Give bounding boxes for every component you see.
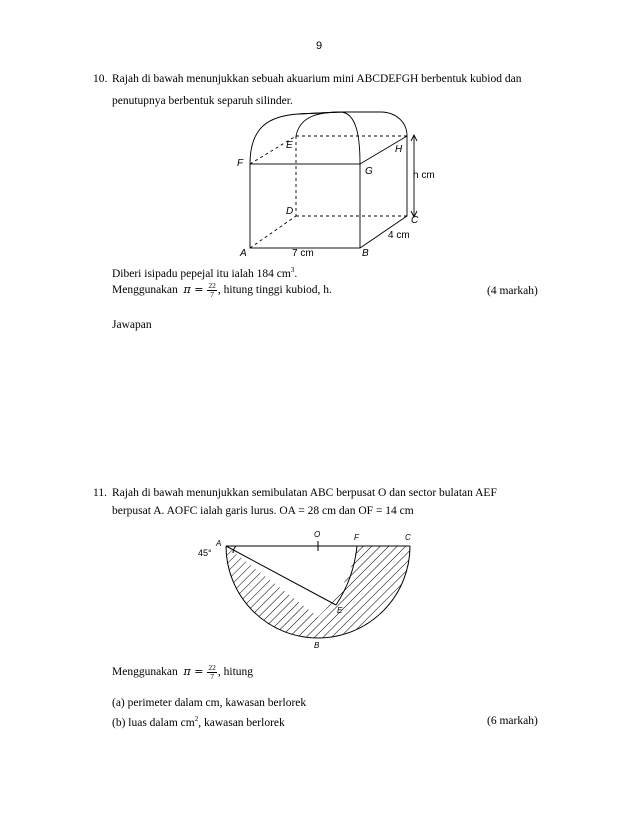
- label-B: B: [362, 248, 369, 259]
- label-D: D: [286, 206, 294, 217]
- label-H: H: [395, 144, 403, 155]
- front-face: [250, 164, 360, 248]
- q11-part-b: (b) luas dalam $cm^2$, kawasan berlorek: [112, 715, 285, 729]
- label-A: A: [216, 539, 222, 548]
- label-C: C: [411, 215, 419, 226]
- q10-marks: (4 markah): [487, 285, 538, 297]
- q10-use-pi: Menggunakan π = $\frac{22}{7}$ , hitung tinggi kubiod, h.: [112, 281, 332, 299]
- q10-number: 10.: [93, 73, 108, 85]
- page-number: 9: [315, 40, 323, 52]
- q11-marks: (6 markah): [487, 715, 538, 727]
- height-label: h cm: [413, 170, 435, 181]
- q11-text-line2: berpusat A. AOFC ialah garis lurus. OA = 28 cm dan OF = 14 cm: [112, 505, 414, 517]
- label-B: B: [314, 641, 320, 650]
- label-A: A: [240, 248, 247, 259]
- q11-part-a: (a) perimeter dalam cm, kawasan berlorek: [112, 697, 307, 709]
- q10-text-line2: penutupnya berbentuk separuh silinder.: [112, 95, 293, 107]
- q10-text-line1: Rajah di bawah menunjukkan sebuah akuarium mini ABCDEFGH berbentuk kubiod dan: [112, 73, 522, 85]
- q11-use-pi: Menggunakan π = $\frac{22}{7}$ , hitung: [112, 663, 254, 681]
- label-F: F: [354, 533, 359, 542]
- semicircle-figure: [190, 524, 420, 654]
- front-cap: [250, 112, 360, 164]
- hidden-depth-edge: [250, 216, 296, 248]
- label-E: E: [286, 140, 293, 151]
- width-label: 4 cm: [388, 230, 410, 241]
- length-label: 7 cm: [292, 248, 314, 259]
- q10-answer-label: Jawapan: [112, 319, 152, 331]
- q11-number: 11.: [93, 487, 107, 499]
- back-cap: [296, 112, 407, 136]
- q10-given: Diberi isipadu pepejal itu ialah 184 $cm^3$.: [112, 266, 298, 280]
- label-G: G: [365, 166, 373, 177]
- label-O: O: [314, 530, 321, 539]
- label-F: F: [237, 158, 244, 169]
- label-E: E: [337, 606, 343, 615]
- aquarium-figure: [230, 108, 440, 260]
- label-C: C: [405, 533, 411, 542]
- q11-text-line1: Rajah di bawah menunjukkan semibulatan ABC berpusat O dan sector bulatan AEF: [112, 487, 497, 499]
- angle-label: 45°: [198, 548, 212, 558]
